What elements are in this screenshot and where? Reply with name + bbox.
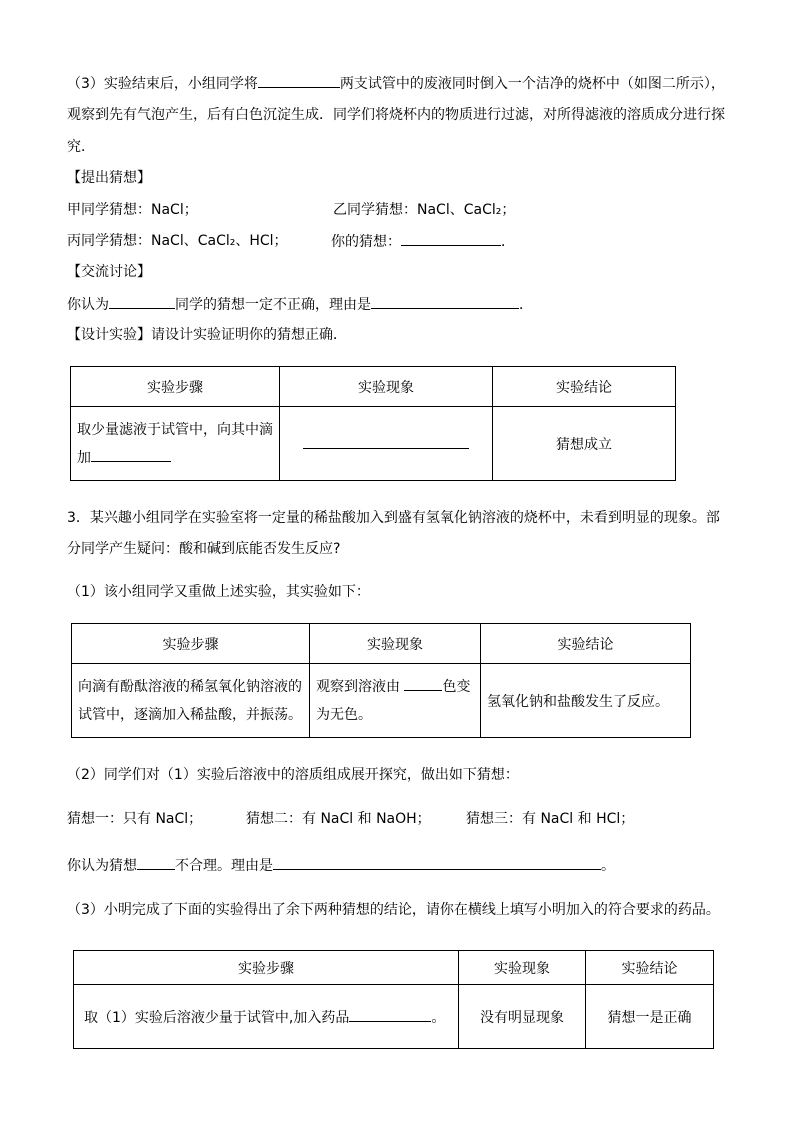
discuss-end: ． [519,297,533,313]
q3-part3: （3）小明完成了下面的实验得出了余下两种猜想的结论，请你在横线上填写小明加入的符合要求的药品。 [67,902,720,918]
header-step: 实验步骤 [74,951,459,985]
guess-yours [331,231,515,252]
q2-experiment-table [70,366,676,481]
blank-your-guess[interactable] [401,231,501,246]
table-header-row [71,367,676,407]
guess-yi: 乙同学猜想：NaCl、CaCl₂； [333,202,516,218]
phenomenon-cell [280,407,493,481]
heading-discuss: 【交流讨论】 [67,264,151,280]
table-row [74,985,714,1049]
q3-intro-line2: 分同学产生疑问：酸和碱到底能否发生反应? [67,541,341,557]
blank-waste-tubes[interactable] [258,73,340,88]
table-header-row [74,951,714,985]
header-step: 实验步骤 [72,624,310,664]
step-cell [72,664,310,738]
phenomenon-cell: 没有明显现象 [459,985,586,1049]
phenomenon-cell [310,664,481,738]
q2-part3-line1 [67,73,725,94]
q2-part3-line1a: （3）实验结束后，小组同学将 [67,76,258,92]
step-text: 取（1）实验后溶液少量于试管中,加入药品 [84,1009,350,1026]
step-line2: 加 [77,449,91,466]
conclusion-cell: 猜想成立 [493,407,676,481]
heading-guess: 【提出猜想】 [67,170,151,186]
step-line1: 向滴有酚酞溶液的稀氢氧化钠溶液的 [78,678,302,695]
step-cell [71,407,280,481]
step-line2: 试管中，逐滴加入稀盐酸，并振荡。 [78,706,302,723]
q3-guess2: 猜想二：有 NaCl 和 NaOH； [246,811,431,827]
header-step: 实验步骤 [71,367,280,407]
header-phenomenon: 实验现象 [310,624,481,664]
phenomenon-line2: 为无色。 [316,706,372,723]
discuss-a: 你认为 [67,297,109,313]
table-header-row [72,624,691,664]
blank-unreasonable-guess[interactable] [137,855,175,870]
step-line1: 取少量滤液于试管中，向其中滴 [77,421,273,438]
guess-bing: 丙同学猜想：NaCl、CaCl₂、HCl； [67,233,288,249]
q3-unreasonable-line [67,855,615,876]
header-conclusion: 实验结论 [586,951,714,985]
phenomenon-line1 [316,673,474,701]
guess-jia: 甲同学猜想：NaCl； [67,202,198,218]
step-end: 。 [431,1009,446,1026]
q3-experiment-table-2 [73,950,714,1049]
header-conclusion: 实验结论 [493,367,676,407]
conclusion-cell: 猜想一是正确 [586,985,714,1049]
q2-part3-line2: 观察到先有气泡产生，后有白色沉淀生成．同学们将烧杯内的物质进行过滤，对所得滤液的溶质成分进行探 [67,107,725,123]
unreason-b: 不合理。理由是 [175,858,273,874]
design-experiment: 【设计实验】请设计实验证明你的猜想正确． [67,327,347,343]
discuss-line [67,294,533,315]
guess-yours-end: ． [501,234,515,250]
q3-intro-line1: 3．某兴趣小组同学在实验室将一定量的稀盐酸加入到盛有氢氧化钠溶液的烧杯中，未看到明显的现象。部 [67,510,720,526]
unreason-a: 你认为猜想 [67,858,137,874]
blank-wrong-student[interactable] [109,294,175,309]
conclusion-cell: 氢氧化钠和盐酸发生了反应。 [481,664,691,738]
blank-reagent-xiaoming[interactable] [349,1007,431,1022]
unreason-end: 。 [601,858,615,874]
q3-guess3: 猜想三：有 NaCl 和 HCl； [466,811,635,827]
blank-color[interactable] [404,676,442,691]
q2-part3-line3: 究． [67,139,95,155]
header-phenomenon: 实验现象 [280,367,493,407]
q3-part1: （1）该小组同学又重做上述实验，其实验如下： [67,584,370,600]
blank-reason[interactable] [371,294,519,309]
discuss-b: 同学的猜想一定不正确，理由是 [175,297,371,313]
guess-yours-label: 你的猜想： [331,234,401,250]
table-row [71,407,676,481]
q3-part2: （2）同学们对（1）实验后溶液中的溶质组成展开探究，做出如下猜想： [67,767,519,783]
step-cell [74,985,459,1049]
phenomenon-line1b: 色变 [442,678,471,695]
q3-experiment-table-1 [71,623,691,738]
blank-phenomenon[interactable] [303,434,469,449]
blank-unreason-reason[interactable] [273,855,601,870]
header-conclusion: 实验结论 [481,624,691,664]
q2-part3-line1b: 两支试管中的废液同时倒入一个洁净的烧杯中（如图二所示）， [339,76,725,92]
header-phenomenon: 实验现象 [459,951,586,985]
q3-guess1: 猜想一：只有 NaCl； [67,811,203,827]
step-line2-wrap [77,444,273,472]
table-row [72,664,691,738]
blank-reagent[interactable] [91,447,171,462]
phenomenon-line1a: 观察到溶液由 [316,678,405,695]
